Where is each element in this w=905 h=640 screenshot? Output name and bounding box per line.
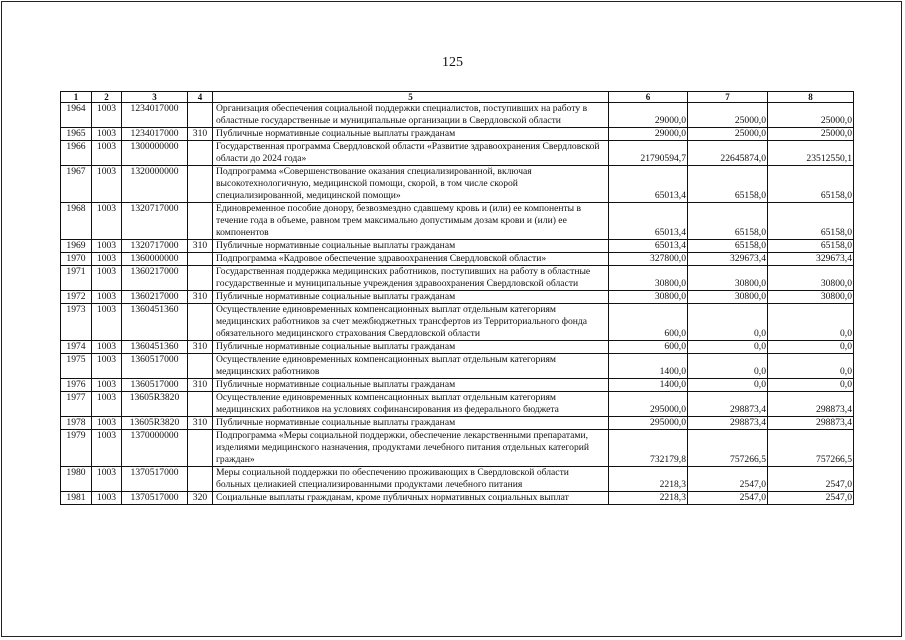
target-code-cell: 1360217000 bbox=[122, 266, 188, 291]
expense-type-cell bbox=[188, 203, 213, 240]
amount-col8-cell: 298873,4 bbox=[768, 392, 854, 417]
amount-col7-cell: 2547,0 bbox=[688, 467, 768, 492]
item-name-cell: Публичные нормативные социальные выплаты гражданам bbox=[213, 128, 609, 141]
table-body bbox=[61, 103, 854, 505]
amount-col6-cell: 29000,0 bbox=[609, 128, 688, 141]
amount-col8-cell: 0,0 bbox=[768, 304, 854, 341]
col-header-1: 1 bbox=[61, 92, 92, 103]
row-number-cell: 1971 bbox=[61, 266, 92, 291]
col-header-3: 3 bbox=[122, 92, 188, 103]
section-code-cell: 1003 bbox=[92, 203, 122, 240]
table-row bbox=[61, 492, 854, 505]
amount-col8-cell: 0,0 bbox=[768, 379, 854, 392]
amount-col8-cell: 2547,0 bbox=[768, 467, 854, 492]
table-row bbox=[61, 430, 854, 467]
table-row bbox=[61, 379, 854, 392]
target-code-cell: 1360451360 bbox=[122, 304, 188, 341]
amount-col6-cell: 2218,3 bbox=[609, 467, 688, 492]
target-code-cell: 1370517000 bbox=[122, 492, 188, 505]
item-name-cell: Социальные выплаты гражданам, кроме публичных нормативных социальных выплат bbox=[213, 492, 609, 505]
target-code-cell: 1360000000 bbox=[122, 253, 188, 266]
amount-col6-cell: 295000,0 bbox=[609, 417, 688, 430]
item-name-cell: Меры социальной поддержки по обеспечению проживающих в Свердловской области больных целиакией специализированными продуктами лечебного питания bbox=[213, 467, 609, 492]
section-code-cell: 1003 bbox=[92, 291, 122, 304]
expense-type-cell bbox=[188, 141, 213, 166]
amount-col6-cell: 600,0 bbox=[609, 304, 688, 341]
table-row bbox=[61, 417, 854, 430]
table-row bbox=[61, 253, 854, 266]
section-code-cell: 1003 bbox=[92, 253, 122, 266]
col-header-6: 6 bbox=[609, 92, 688, 103]
row-number-cell: 1977 bbox=[61, 392, 92, 417]
expense-type-cell: 310 bbox=[188, 128, 213, 141]
amount-col8-cell: 329673,4 bbox=[768, 253, 854, 266]
amount-col6-cell: 2218,3 bbox=[609, 492, 688, 505]
item-name-cell: Государственная поддержка медицинских работников, поступивших на работу в областные государственные и муниципальные учреждения здравоохранения Свердловской области bbox=[213, 266, 609, 291]
target-code-cell: 1300000000 bbox=[122, 141, 188, 166]
header-row bbox=[61, 92, 854, 103]
amount-col7-cell: 0,0 bbox=[688, 304, 768, 341]
amount-col6-cell: 65013,4 bbox=[609, 203, 688, 240]
item-name-cell: Подпрограмма «Совершенствование оказания специализированной, включая высокотехнологичную, медицинской помощи, скорой, в том числе скорой специализированной, медицинской помощи» bbox=[213, 166, 609, 203]
expense-type-cell bbox=[188, 103, 213, 128]
amount-col7-cell: 298873,4 bbox=[688, 392, 768, 417]
row-number-cell: 1975 bbox=[61, 354, 92, 379]
expense-type-cell: 310 bbox=[188, 417, 213, 430]
target-code-cell: 13605R3820 bbox=[122, 417, 188, 430]
budget-table bbox=[60, 91, 854, 505]
section-code-cell: 1003 bbox=[92, 392, 122, 417]
table-row bbox=[61, 354, 854, 379]
amount-col8-cell: 30800,0 bbox=[768, 266, 854, 291]
section-code-cell: 1003 bbox=[92, 304, 122, 341]
table-row bbox=[61, 203, 854, 240]
section-code-cell: 1003 bbox=[92, 266, 122, 291]
col-header-8: 8 bbox=[768, 92, 854, 103]
col-header-2: 2 bbox=[92, 92, 122, 103]
table-row bbox=[61, 103, 854, 128]
amount-col8-cell: 30800,0 bbox=[768, 291, 854, 304]
table-row bbox=[61, 240, 854, 253]
target-code-cell: 13605R3820 bbox=[122, 392, 188, 417]
item-name-cell: Осуществление единовременных компенсационных выплат отдельным категориям медицинских работников за счет межбюджетных трансфертов из Территориального фонда обязательного медицинского страхования Свердловской области bbox=[213, 304, 609, 341]
col-header-7: 7 bbox=[688, 92, 768, 103]
amount-col7-cell: 0,0 bbox=[688, 354, 768, 379]
row-number-cell: 1979 bbox=[61, 430, 92, 467]
page-number: 125 bbox=[442, 55, 463, 70]
amount-col8-cell: 23512550,1 bbox=[768, 141, 854, 166]
section-code-cell: 1003 bbox=[92, 379, 122, 392]
amount-col6-cell: 1400,0 bbox=[609, 354, 688, 379]
section-code-cell: 1003 bbox=[92, 103, 122, 128]
col-header-4: 4 bbox=[188, 92, 213, 103]
row-number-cell: 1978 bbox=[61, 417, 92, 430]
table-row bbox=[61, 166, 854, 203]
table-row bbox=[61, 141, 854, 166]
amount-col6-cell: 65013,4 bbox=[609, 166, 688, 203]
expense-type-cell bbox=[188, 392, 213, 417]
item-name-cell: Подпрограмма «Кадровое обеспечение здравоохранения Свердловской области» bbox=[213, 253, 609, 266]
expense-type-cell bbox=[188, 266, 213, 291]
row-number-cell: 1980 bbox=[61, 467, 92, 492]
amount-col7-cell: 25000,0 bbox=[688, 128, 768, 141]
amount-col6-cell: 29000,0 bbox=[609, 103, 688, 128]
target-code-cell: 1360517000 bbox=[122, 379, 188, 392]
amount-col8-cell: 298873,4 bbox=[768, 417, 854, 430]
amount-col8-cell: 0,0 bbox=[768, 341, 854, 354]
table-row bbox=[61, 341, 854, 354]
section-code-cell: 1003 bbox=[92, 341, 122, 354]
amount-col8-cell: 757266,5 bbox=[768, 430, 854, 467]
row-number-cell: 1964 bbox=[61, 103, 92, 128]
target-code-cell: 1370000000 bbox=[122, 430, 188, 467]
section-code-cell: 1003 bbox=[92, 141, 122, 166]
target-code-cell: 1320717000 bbox=[122, 203, 188, 240]
section-code-cell: 1003 bbox=[92, 240, 122, 253]
amount-col7-cell: 298873,4 bbox=[688, 417, 768, 430]
item-name-cell: Публичные нормативные социальные выплаты гражданам bbox=[213, 379, 609, 392]
item-name-cell: Публичные нормативные социальные выплаты гражданам bbox=[213, 240, 609, 253]
target-code-cell: 1360217000 bbox=[122, 291, 188, 304]
amount-col7-cell: 65158,0 bbox=[688, 203, 768, 240]
item-name-cell: Осуществление единовременных компенсационных выплат отдельным категориям медицинских работников на условиях софинансирования из федерального бюджета bbox=[213, 392, 609, 417]
expense-type-cell: 320 bbox=[188, 492, 213, 505]
row-number-cell: 1981 bbox=[61, 492, 92, 505]
amount-col7-cell: 329673,4 bbox=[688, 253, 768, 266]
row-number-cell: 1970 bbox=[61, 253, 92, 266]
row-number-cell: 1972 bbox=[61, 291, 92, 304]
amount-col7-cell: 22645874,0 bbox=[688, 141, 768, 166]
section-code-cell: 1003 bbox=[92, 430, 122, 467]
item-name-cell: Осуществление единовременных компенсационных выплат отдельным категориям медицинских работников bbox=[213, 354, 609, 379]
amount-col7-cell: 65158,0 bbox=[688, 166, 768, 203]
item-name-cell: Публичные нормативные социальные выплаты гражданам bbox=[213, 341, 609, 354]
expense-type-cell bbox=[188, 166, 213, 203]
amount-col6-cell: 30800,0 bbox=[609, 266, 688, 291]
section-code-cell: 1003 bbox=[92, 354, 122, 379]
amount-col7-cell: 25000,0 bbox=[688, 103, 768, 128]
target-code-cell: 1360451360 bbox=[122, 341, 188, 354]
table-row bbox=[61, 392, 854, 417]
section-code-cell: 1003 bbox=[92, 467, 122, 492]
amount-col6-cell: 295000,0 bbox=[609, 392, 688, 417]
amount-col8-cell: 65158,0 bbox=[768, 203, 854, 240]
amount-col7-cell: 0,0 bbox=[688, 341, 768, 354]
row-number-cell: 1974 bbox=[61, 341, 92, 354]
item-name-cell: Единовременное пособие донору, безвозмездно сдавшему кровь и (или) ее компоненты в течение года в объеме, равном трем максимально допустимым дозам крови и (или) ее компонентов bbox=[213, 203, 609, 240]
amount-col7-cell: 757266,5 bbox=[688, 430, 768, 467]
amount-col6-cell: 65013,4 bbox=[609, 240, 688, 253]
target-code-cell: 1360517000 bbox=[122, 354, 188, 379]
amount-col6-cell: 327800,0 bbox=[609, 253, 688, 266]
item-name-cell: Публичные нормативные социальные выплаты гражданам bbox=[213, 417, 609, 430]
amount-col6-cell: 30800,0 bbox=[609, 291, 688, 304]
row-number-cell: 1965 bbox=[61, 128, 92, 141]
expense-type-cell bbox=[188, 253, 213, 266]
table-row bbox=[61, 266, 854, 291]
amount-col7-cell: 0,0 bbox=[688, 379, 768, 392]
target-code-cell: 1234017000 bbox=[122, 128, 188, 141]
expense-type-cell: 310 bbox=[188, 240, 213, 253]
section-code-cell: 1003 bbox=[92, 166, 122, 203]
amount-col7-cell: 65158,0 bbox=[688, 240, 768, 253]
col-header-5: 5 bbox=[213, 92, 609, 103]
amount-col6-cell: 21790594,7 bbox=[609, 141, 688, 166]
target-code-cell: 1320000000 bbox=[122, 166, 188, 203]
item-name-cell: Подпрограмма «Меры социальной поддержки, обеспечение лекарственными препаратами, изделиями медицинского назначения, продуктами лечебного питания отдельных категорий граждан» bbox=[213, 430, 609, 467]
amount-col8-cell: 0,0 bbox=[768, 354, 854, 379]
item-name-cell: Организация обеспечения социальной поддержки специалистов, поступивших на работу в областные государственные и муниципальные организации в Свердловской области bbox=[213, 103, 609, 128]
row-number-cell: 1973 bbox=[61, 304, 92, 341]
amount-col8-cell: 65158,0 bbox=[768, 166, 854, 203]
table-row bbox=[61, 128, 854, 141]
amount-col7-cell: 30800,0 bbox=[688, 266, 768, 291]
row-number-cell: 1969 bbox=[61, 240, 92, 253]
row-number-cell: 1976 bbox=[61, 379, 92, 392]
expense-type-cell: 310 bbox=[188, 379, 213, 392]
expense-type-cell bbox=[188, 430, 213, 467]
item-name-cell: Публичные нормативные социальные выплаты гражданам bbox=[213, 291, 609, 304]
section-code-cell: 1003 bbox=[92, 128, 122, 141]
amount-col8-cell: 65158,0 bbox=[768, 240, 854, 253]
row-number-cell: 1967 bbox=[61, 166, 92, 203]
amount-col8-cell: 2547,0 bbox=[768, 492, 854, 505]
table-row bbox=[61, 291, 854, 304]
amount-col7-cell: 30800,0 bbox=[688, 291, 768, 304]
amount-col6-cell: 600,0 bbox=[609, 341, 688, 354]
item-name-cell: Государственная программа Свердловской области «Развитие здравоохранения Свердловской области до 2024 года» bbox=[213, 141, 609, 166]
section-code-cell: 1003 bbox=[92, 492, 122, 505]
expense-type-cell: 310 bbox=[188, 341, 213, 354]
section-code-cell: 1003 bbox=[92, 417, 122, 430]
amount-col6-cell: 1400,0 bbox=[609, 379, 688, 392]
target-code-cell: 1234017000 bbox=[122, 103, 188, 128]
expense-type-cell bbox=[188, 354, 213, 379]
amount-col7-cell: 2547,0 bbox=[688, 492, 768, 505]
row-number-cell: 1968 bbox=[61, 203, 92, 240]
amount-col8-cell: 25000,0 bbox=[768, 103, 854, 128]
expense-type-cell bbox=[188, 467, 213, 492]
amount-col6-cell: 732179,8 bbox=[609, 430, 688, 467]
target-code-cell: 1320717000 bbox=[122, 240, 188, 253]
amount-col8-cell: 25000,0 bbox=[768, 128, 854, 141]
table-row bbox=[61, 304, 854, 341]
table-row bbox=[61, 467, 854, 492]
row-number-cell: 1966 bbox=[61, 141, 92, 166]
expense-type-cell bbox=[188, 304, 213, 341]
expense-type-cell: 310 bbox=[188, 291, 213, 304]
target-code-cell: 1370517000 bbox=[122, 467, 188, 492]
